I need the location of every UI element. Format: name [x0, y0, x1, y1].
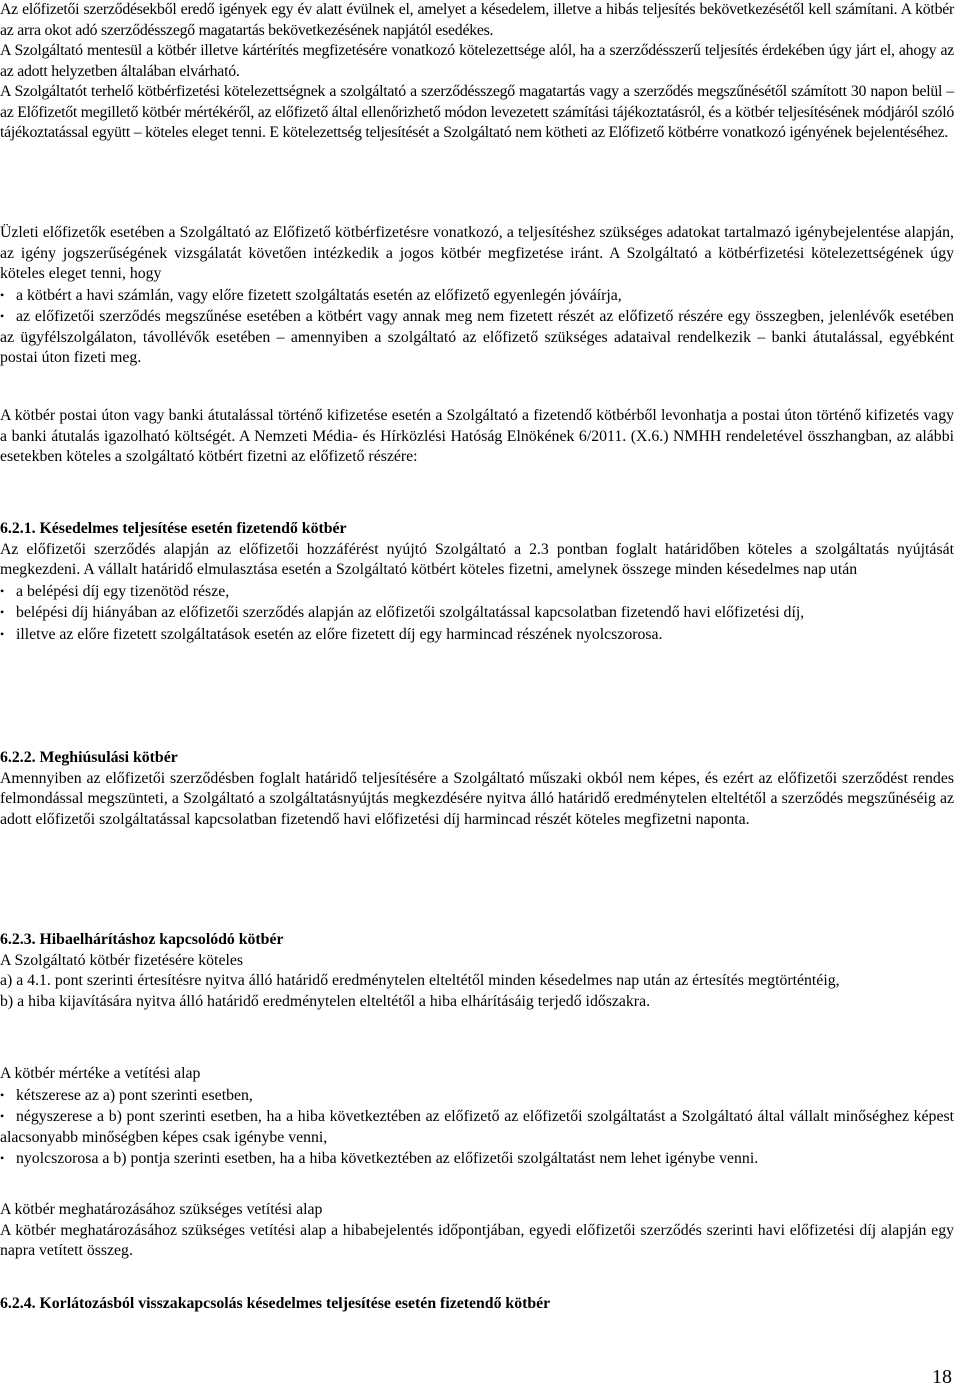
calc-base-title: A kötbér meghatározásához szükséges vetítési alap — [0, 1201, 323, 1218]
section-line: a) a 4.1. pont szerinti értesítésre nyitva álló határidő eredménytelen elteltétől minden késedelmes nap után az értesítés megtörténtéig, — [0, 972, 840, 989]
section-text: Amennyiben az előfizetői szerződésben foglalt határidő teljesítésére a Szolgáltató műszaki okból nem képes, és ezért az előfizetői szerződést rendes felmondással megszünteti, a Szolgáltató a szolgáltatásnyújtás megkezdésére nyitva álló határidő eredménytelen elteltétől a szerződés megszűnéséig az adott előfizetői szolgáltatással kapcsolatban fizetendő havi előfizetési díj harmincad részét köteles megfizetni naponta. — [0, 769, 954, 828]
list-item: • az előfizetői szerződés megszűnése esetében a kötbért vagy annak meg nem fizetett részét az előfizető részére egy összegben, jelenlévők esetében az ügyfélszolgálaton, távollévők esetében – amennyiben a szolgáltató az előfizető szükséges adataival rendelkezik – banki átutalással, egyébként postai úton fizeti meg. — [0, 308, 954, 366]
bullet-icon: • — [0, 626, 5, 641]
section-heading: 6.2.1. Késedelmes teljesítése esetén fizetendő kötbér — [0, 520, 347, 537]
delay-bullet-list — [0, 581, 954, 646]
postal-paragraph: A kötbér postai úton vagy banki átutalással történő kifizetése esetén a Szolgáltató a fizetendő kötbérből levonhatja a postai úton történő kifizetés vagy a banki átutalás igazolható költségét. A Nemzeti Média- és Hírközlési Hatóság Elnökének 6/2011. (X.6.) NMHH rendeletével összhangban, az alábbi esetekben köteles a szolgáltató kötbért fizetni az előfizető részére: — [0, 407, 954, 465]
list-item: • belépési díj hiányában az előfizetői szerződés alapján az előfizetői szolgáltatással kapcsolatban fizetendő havi előfizetési díj, — [0, 604, 805, 621]
postal-paragraph-block — [0, 406, 954, 468]
section-6-2-4 — [0, 1294, 954, 1315]
section-text: Az előfizetői szerződés alapján az előfizetői hozzáférést nyújtó Szolgáltató a 2.3 pontban foglalt határidőben köteles a szolgáltatás nyújtását megkezdeni. A vállalt határidő elmulasztása esetén a Szolgáltató kötbért köteles fizetni, amelynek összege minden késedelmes nap után — [0, 540, 954, 578]
bullet-icon: • — [0, 605, 5, 619]
list-item: • nyolcszorosa a b) pontja szerinti esetben, ha a hiba következtében az előfizetői szolgáltatást nem lehet igénybe venni. — [0, 1150, 759, 1167]
calc-base-text: A kötbér meghatározásához szükséges vetítési alap a hibabejelentés időpontjában, egyedi előfizetői szerződés szerinti havi előfizetési díj alapján egy napra vetített összeg. — [0, 1221, 954, 1259]
bullet-icon: • — [0, 583, 5, 598]
section-heading: 6.2.2. Meghiúsulási kötbér — [0, 749, 178, 766]
list-item: • illetve az előre fizetett szolgáltatások esetén az előre fizetett díj egy harmincad részének nyolcszorosa. — [0, 625, 663, 643]
paragraph-exemption: A Szolgáltató mentesül a kötbér illetve kártérítés megfizetésére vonatkozó kötelezettsége alól, ha a szerződésszerű teljesítés érdekében úgy járt el, ahogy az az adott helyzetben általában elvárható. — [0, 42, 954, 80]
paragraph-limitation: Az előfizetői szerződésekből eredő igények egy év alatt évülnek el, amelyet a késedelem, illetve a hibás teljesítés bekövetkezésétől kell számítani. A kötbér az arra okot adó szerződésszegő magatartás bekövetkezésének napjától esedékes. — [0, 1, 954, 39]
section-heading: 6.2.4. Korlátozásból visszakapcsolás késedelmes teljesítése esetén fizetendő kötbér — [0, 1295, 551, 1312]
page-number: 18 — [932, 1366, 952, 1388]
intro-paragraphs — [0, 0, 954, 144]
paragraph-payment-obligation: A Szolgáltatót terhelő kötbérfizetési kötelezettségnek a szolgáltató a szerződésszegő magatartás vagy a szerződés megszűnésétől számított 30 napon belül – az Előfizetőt megillető kötbér mértékéről, az előfizető által ellenőrizhető módon levezetett számítási tájékoztatásról, és a kötbér teljesítésének módjáról szóló tájékoztatással együtt – köteles eleget tenni. E kötelezettség teljesítését a Szolgáltató nem kötheti az Előfizető kötbérre vonatkozó igényének bejelentéséhez. — [0, 83, 954, 141]
section-6-2-3 — [0, 930, 954, 1012]
multiplier-bullet-list — [0, 1085, 954, 1170]
section-heading: 6.2.3. Hibaelhárításhoz kapcsolódó kötbér — [0, 931, 284, 948]
section-6-2-2 — [0, 748, 954, 830]
base-rate-title: A kötbér mértéke a vetítési alap — [0, 1065, 201, 1082]
list-item: • a kötbért a havi számlán, vagy előre fizetett szolgáltatás esetén az előfizető egyenlegén jóváírja, — [0, 286, 622, 304]
bullet-icon: • — [0, 1087, 5, 1102]
bullet-icon: • — [0, 1109, 5, 1123]
section-line: b) a hiba kijavítására nyitva álló határidő eredménytelen elteltétől a hiba elhárításáig terjedő időszakra. — [0, 992, 651, 1010]
business-subscribers-section — [0, 223, 954, 369]
base-rate-block — [0, 1064, 954, 1170]
bullet-icon: • — [0, 309, 5, 323]
business-bullet-list — [0, 285, 954, 369]
calc-base-block — [0, 1200, 954, 1262]
business-intro: Üzleti előfizetők esetében a Szolgáltató az Előfizető kötbérfizetésre vonatkozó, a teljesítéshez szükséges adatokat tartalmazó igénybejelentése alapján, az igény jogszerűségének vizsgálatát követően intézkedik a jogos kötbér megfizetése iránt. A Szolgáltató a kötbérfizetési kötelezettségének úgy köteles eleget tenni, hogy — [0, 224, 954, 282]
section-6-2-1 — [0, 519, 954, 645]
list-item: • kétszerese az a) pont szerinti esetben, — [0, 1086, 253, 1104]
bullet-icon: • — [0, 287, 5, 302]
list-item: • a belépési díj egy tizenötöd része, — [0, 582, 230, 600]
list-item: • négyszerese a b) pont szerinti esetben, ha a hiba következtében az előfizető az előfizetői szolgáltatást a Szolgáltató által vállalt minőséghez képest alacsonyabb minőségben képes csak igénybe venni, — [0, 1108, 954, 1146]
bullet-icon: • — [0, 1151, 5, 1165]
section-line: A Szolgáltató kötbér fizetésére köteles — [0, 951, 244, 969]
